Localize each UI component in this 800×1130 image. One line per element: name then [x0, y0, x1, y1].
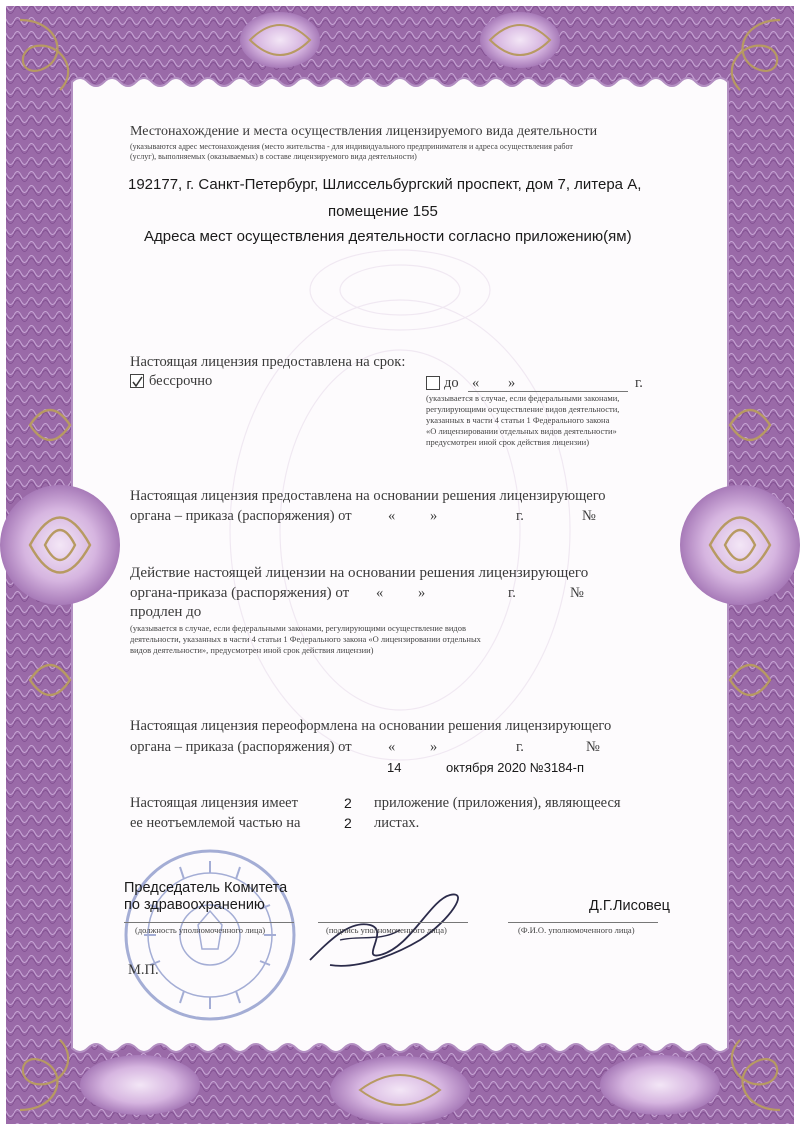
- basis-line-1: Настоящая лицензия предоставлена на основании решения лицензирующего: [130, 488, 606, 504]
- extension-line-1: Действие настоящей лицензии на основании решения лицензирующего: [130, 565, 589, 581]
- reissue-date-number: октября 2020 №3184-п: [446, 760, 585, 775]
- indefinite-label: бессрочно: [149, 373, 213, 389]
- section-title-location: Местонахождение и места осуществления лицензируемого вида деятельности: [130, 124, 598, 139]
- signature-caption: (подпись уполномоченного лица): [326, 925, 447, 935]
- term-note-1: (указывается в случае, если федеральными законами,: [426, 393, 620, 403]
- until-prefix: до: [444, 375, 459, 391]
- reissue-line-1: Настоящая лицензия переоформлена на основании решения лицензирующего: [130, 718, 612, 734]
- basis-number: №: [582, 508, 596, 524]
- attachments-sheets: 2: [344, 815, 352, 831]
- signer-name: Д.Г.Лисовец: [589, 898, 670, 914]
- position-line: [124, 922, 294, 923]
- reissue-number: №: [586, 739, 600, 755]
- address-line-3: Адреса мест осуществления деятельности согласно приложению(ям): [144, 228, 632, 245]
- term-note-4: «О лицензировании отдельных видов деятельности»: [426, 426, 617, 436]
- extension-year: г.: [508, 585, 516, 601]
- term-note-3: указанных в части 4 статьи 1 Федерального закона: [426, 415, 610, 425]
- until-quote-open: «: [472, 375, 480, 391]
- indefinite-checkbox[interactable]: [130, 374, 144, 388]
- position-caption: (должность уполномоченного лица): [135, 925, 266, 935]
- extension-note-2: деятельности, указанных в части 4 статьи 1 Федерального закона «О лицензировании отдельных: [130, 634, 481, 644]
- basis-line-2: органа – приказа (распоряжения) от: [130, 508, 352, 524]
- until-quote-close: »: [508, 375, 516, 391]
- until-year-suffix: г.: [635, 375, 643, 391]
- signer-position-1: Председатель Комитета: [124, 880, 288, 896]
- reissue-day: 14: [387, 760, 402, 775]
- attachments-line-1-suffix: приложение (приложения), являющееся: [374, 795, 621, 811]
- extension-line-2: органа-приказа (распоряжения) от: [130, 585, 350, 601]
- reissue-year: г.: [516, 739, 524, 755]
- basis-year: г.: [516, 508, 524, 524]
- extension-note-1: (указывается в случае, если федеральными законами, регулирующими осуществление видов: [130, 623, 467, 633]
- signer-position-2: по здравоохранению: [124, 897, 265, 913]
- name-line: [508, 922, 658, 923]
- attachments-line-2: ее неотъемлемой частью на: [130, 815, 301, 831]
- location-note-2: (услуг), выполняемых (оказываемых) в составе лицензируемого вида деятельности): [130, 152, 417, 161]
- attachments-line-1: Настоящая лицензия имеет: [130, 795, 298, 811]
- reissue-quote-open: «: [388, 739, 396, 755]
- address-line-1: 192177, г. Санкт-Петербург, Шлиссельбургский проспект, дом 7, литера А,: [128, 176, 642, 193]
- basis-quote-close: »: [430, 508, 438, 524]
- attachments-count: 2: [344, 795, 352, 811]
- extension-line-3: продлен до: [130, 604, 202, 620]
- term-heading: Настоящая лицензия предоставлена на срок:: [130, 354, 406, 370]
- term-note-5: предусмотрен иной срок действия лицензии): [426, 437, 590, 447]
- attachments-line-2-suffix: листах.: [374, 815, 420, 831]
- until-date-line: [468, 391, 628, 392]
- extension-quote-close: »: [418, 585, 426, 601]
- name-caption: (Ф.И.О. уполномоченного лица): [518, 925, 635, 935]
- checkmark-icon: [131, 376, 143, 388]
- extension-quote-open: «: [376, 585, 384, 601]
- extension-number: №: [570, 585, 584, 601]
- basis-quote-open: «: [388, 508, 396, 524]
- until-date-checkbox[interactable]: [426, 376, 440, 390]
- address-line-2: помещение 155: [328, 203, 438, 220]
- location-note-1: (указываются адрес местонахождения (место жительства - для индивидуального предпринимателя и адреса осуществления работ: [130, 142, 573, 151]
- extension-note-3: видов деятельности», предусмотрен иной срок действия лицензии): [130, 645, 374, 655]
- stamp-place-mark: М.П.: [128, 962, 159, 978]
- reissue-line-2: органа – приказа (распоряжения) от: [130, 739, 352, 755]
- signature-line: [318, 922, 468, 923]
- term-note-2: регулирующими осуществление видов деятельности,: [426, 404, 620, 414]
- reissue-quote-close: »: [430, 739, 438, 755]
